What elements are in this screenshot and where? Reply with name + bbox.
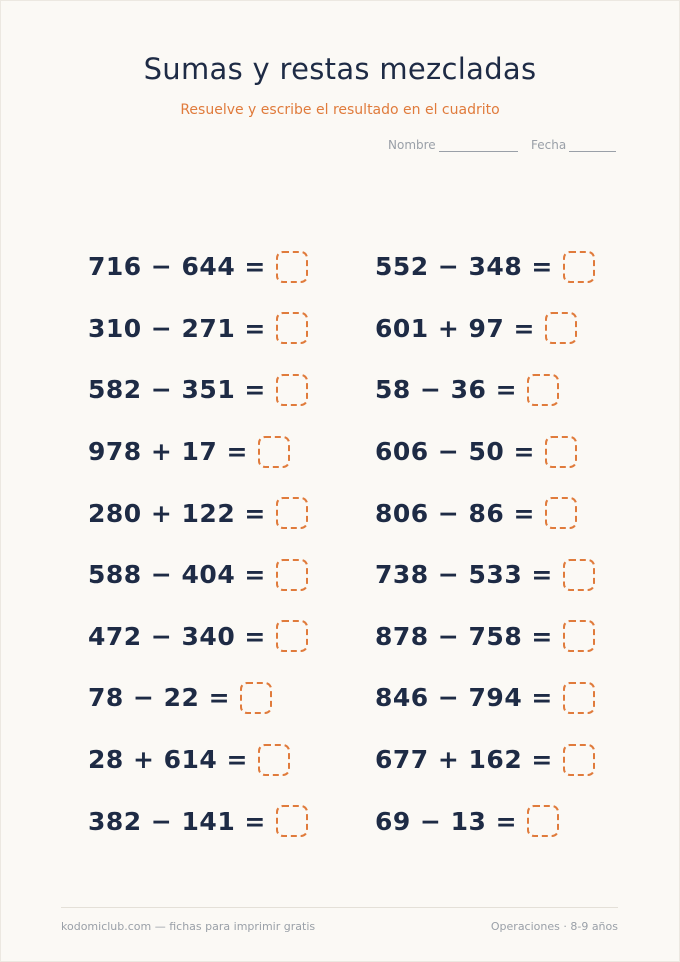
- exercise-expression: 716 − 644 =: [88, 252, 266, 282]
- exercise-expression: 280 + 122 =: [88, 498, 266, 528]
- exercise-expression: 738 − 533 =: [375, 560, 553, 590]
- answer-box[interactable]: [276, 497, 308, 529]
- exercise-expression: 69 − 13 =: [375, 806, 518, 836]
- exercise-row: [375, 236, 595, 298]
- exercise-row: [88, 298, 308, 360]
- exercise-row: [88, 606, 308, 668]
- exercise-expression: 310 − 271 =: [88, 313, 266, 343]
- exercise-expression: 78 − 22 =: [88, 683, 231, 713]
- answer-box[interactable]: [563, 620, 595, 652]
- answer-box[interactable]: [563, 559, 595, 591]
- exercise-expression: 846 − 794 =: [375, 683, 553, 713]
- exercise-row: [88, 359, 308, 421]
- answer-box[interactable]: [545, 436, 577, 468]
- answer-box[interactable]: [276, 805, 308, 837]
- exercise-row: [375, 790, 595, 852]
- name-line[interactable]: [439, 139, 518, 152]
- exercise-row: [88, 482, 308, 544]
- answer-box[interactable]: [545, 497, 577, 529]
- footer-category-text: Operaciones · 8-9 años: [490, 920, 618, 933]
- exercise-expression: 806 − 86 =: [375, 498, 535, 528]
- answer-box[interactable]: [276, 620, 308, 652]
- answer-box[interactable]: [563, 744, 595, 776]
- exercise-row: [88, 421, 308, 483]
- answer-box[interactable]: [240, 682, 272, 714]
- page-title: Sumas y restas mezcladas: [143, 52, 537, 86]
- exercise-column-right: [375, 236, 595, 852]
- exercise-row: [375, 606, 595, 668]
- exercise-row: [375, 359, 595, 421]
- answer-box[interactable]: [276, 374, 308, 406]
- footer-divider: [61, 907, 618, 908]
- answer-box[interactable]: [527, 805, 559, 837]
- exercise-expression: 552 − 348 =: [375, 252, 553, 282]
- page-subtitle: Resuelve y escribe el resultado en el cuadrito: [180, 102, 500, 118]
- exercise-row: [375, 544, 595, 606]
- exercise-expression: 601 + 97 =: [375, 313, 535, 343]
- exercise-expression: 472 − 340 =: [88, 621, 266, 651]
- exercise-row: [88, 667, 308, 729]
- exercise-row: [375, 729, 595, 791]
- footer-site-text: kodomiclub.com — fichas para imprimir gratis: [61, 920, 316, 933]
- exercise-expression: 28 + 614 =: [88, 745, 248, 775]
- exercise-expression: 878 − 758 =: [375, 621, 553, 651]
- date-field[interactable]: [531, 138, 616, 152]
- name-field[interactable]: [388, 138, 518, 152]
- exercise-column-left: [88, 236, 308, 852]
- answer-box[interactable]: [258, 436, 290, 468]
- exercise-row: [88, 236, 308, 298]
- answer-box[interactable]: [258, 744, 290, 776]
- exercise-row: [88, 790, 308, 852]
- exercise-row: [375, 421, 595, 483]
- answer-box[interactable]: [563, 682, 595, 714]
- answer-box[interactable]: [276, 251, 308, 283]
- exercise-row: [88, 544, 308, 606]
- exercise-row: [375, 482, 595, 544]
- date-label: Fecha: [531, 138, 567, 152]
- exercise-row: [375, 667, 595, 729]
- exercise-expression: 588 − 404 =: [88, 560, 266, 590]
- answer-box[interactable]: [527, 374, 559, 406]
- exercise-expression: 58 − 36 =: [375, 375, 518, 405]
- exercise-expression: 606 − 50 =: [375, 437, 535, 467]
- exercise-expression: 382 − 141 =: [88, 806, 266, 836]
- name-label: Nombre: [388, 138, 436, 152]
- exercise-expression: 677 + 162 =: [375, 745, 553, 775]
- exercise-row: [88, 729, 308, 791]
- exercise-row: [375, 298, 595, 360]
- exercise-expression: 582 − 351 =: [88, 375, 266, 405]
- answer-box[interactable]: [276, 312, 308, 344]
- answer-box[interactable]: [563, 251, 595, 283]
- exercise-expression: 978 + 17 =: [88, 437, 248, 467]
- answer-box[interactable]: [545, 312, 577, 344]
- answer-box[interactable]: [276, 559, 308, 591]
- date-line[interactable]: [569, 139, 616, 152]
